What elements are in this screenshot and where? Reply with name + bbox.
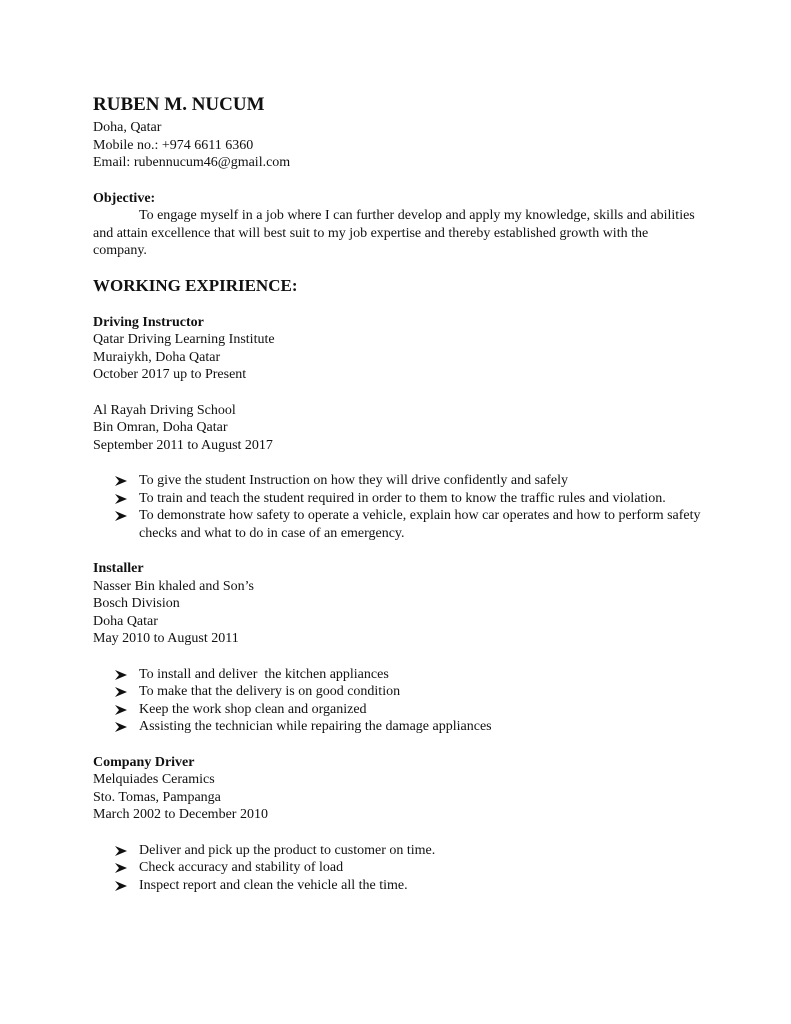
duty-text: Keep the work shop clean and organized bbox=[139, 701, 367, 717]
arrow-bullet-icon bbox=[115, 701, 129, 715]
duties-list bbox=[93, 842, 703, 895]
employer-place: Sto. Tomas, Pampanga bbox=[93, 789, 221, 805]
experience-heading: WORKING EXPIRIENCE: bbox=[93, 275, 298, 295]
duty-text: To make that the delivery is on good condition bbox=[139, 684, 401, 699]
arrow-bullet-icon bbox=[115, 718, 129, 732]
duty-item bbox=[139, 842, 703, 860]
resume-content bbox=[93, 94, 703, 894]
duty-text: To give the student Instruction on how they will drive confidently and safely bbox=[139, 473, 569, 488]
employer-company: Nasser Bin khaled and Son’s bbox=[93, 578, 254, 594]
applicant-location: Doha, Qatar bbox=[93, 120, 162, 135]
applicant-name: RUBEN M. NUCUM bbox=[93, 94, 265, 115]
job-title: Installer bbox=[93, 561, 144, 576]
employer-company: Al Rayah Driving School bbox=[93, 402, 236, 418]
objective-text: To engage myself in a job where I can further develop and apply my knowledge, skills and abilities and attain excellence that will best suit to my job expertise and thereby established growth with the company. bbox=[93, 208, 695, 258]
employer-division: Bosch Division bbox=[93, 596, 180, 611]
job-company-driver bbox=[93, 754, 703, 895]
duties-list bbox=[93, 472, 703, 542]
duty-text: To install and deliver the kitchen appliances bbox=[139, 666, 389, 682]
duty-item bbox=[139, 877, 703, 895]
applicant-mobile: Mobile no.: +974 6611 6360 bbox=[93, 137, 254, 153]
job-driving-instructor bbox=[93, 314, 703, 543]
employer-dates: May 2010 to August 2011 bbox=[93, 631, 239, 646]
duty-item bbox=[139, 666, 703, 684]
employer-dates: October 2017 up to Present bbox=[93, 367, 247, 382]
employer-place: Doha Qatar bbox=[93, 613, 158, 629]
job-title: Driving Instructor bbox=[93, 314, 204, 330]
employer-place: Muraiykh, Doha Qatar bbox=[93, 349, 221, 365]
objective-heading: Objective: bbox=[93, 190, 156, 206]
employer-place: Bin Omran, Doha Qatar bbox=[93, 420, 228, 435]
duty-item bbox=[139, 683, 703, 701]
applicant-email: Email: rubennucum46@gmail.com bbox=[93, 155, 291, 170]
employer-company: Melquiades Ceramics bbox=[93, 772, 215, 787]
arrow-bullet-icon bbox=[115, 842, 129, 856]
job-installer bbox=[93, 560, 703, 736]
job-title: Company Driver bbox=[93, 754, 195, 770]
duty-item bbox=[139, 472, 703, 490]
arrow-bullet-icon bbox=[115, 859, 129, 873]
duty-text: To train and teach the student required in order to them to know the traffic rules and violation. bbox=[139, 490, 666, 506]
duty-item bbox=[139, 859, 703, 877]
duty-item bbox=[139, 490, 703, 508]
duty-text: To demonstrate how safety to operate a vehicle, explain how car operates and how to perform safety checks and what to do in case of an emergency. bbox=[139, 508, 701, 541]
duty-text: Inspect report and clean the vehicle all the time. bbox=[139, 877, 408, 893]
arrow-bullet-icon bbox=[115, 683, 129, 697]
employer-company: Qatar Driving Learning Institute bbox=[93, 332, 275, 347]
arrow-bullet-icon bbox=[115, 507, 129, 521]
employer-dates: March 2002 to December 2010 bbox=[93, 807, 268, 822]
arrow-bullet-icon bbox=[115, 490, 129, 504]
duty-text: Check accuracy and stability of load bbox=[139, 860, 344, 875]
duties-list bbox=[93, 666, 703, 736]
duty-item bbox=[139, 507, 703, 542]
duty-item bbox=[139, 701, 703, 719]
duty-text: Deliver and pick up the product to customer on time. bbox=[139, 842, 436, 858]
employer-dates: September 2011 to August 2017 bbox=[93, 437, 273, 453]
duty-text: Assisting the technician while repairing the damage appliances bbox=[139, 719, 492, 734]
duty-item bbox=[139, 718, 703, 736]
arrow-bullet-icon bbox=[115, 666, 129, 680]
arrow-bullet-icon bbox=[115, 877, 129, 891]
arrow-bullet-icon bbox=[115, 472, 129, 486]
